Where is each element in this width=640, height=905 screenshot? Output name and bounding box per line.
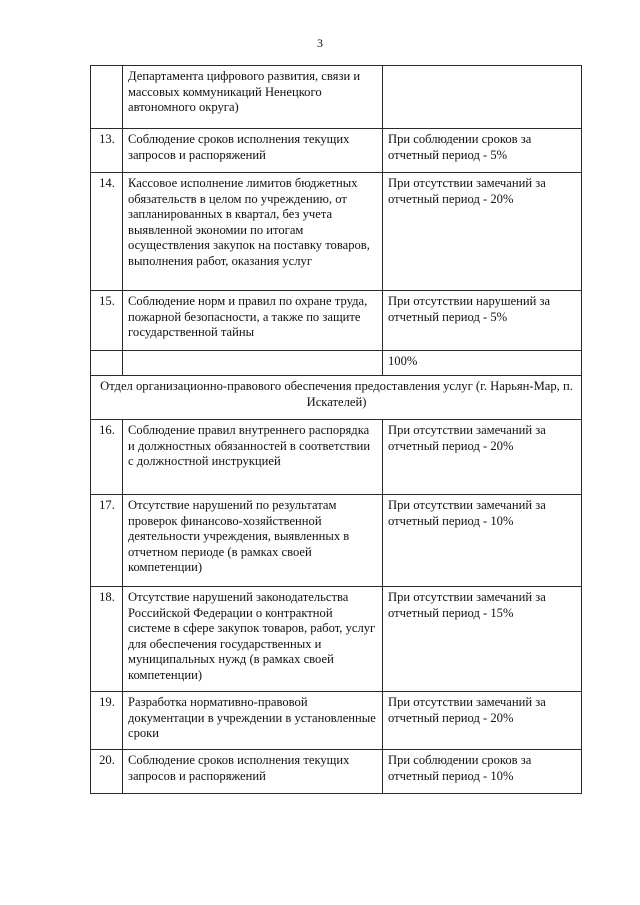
criterion-cell <box>123 351 383 376</box>
row-number: 19. <box>91 692 123 750</box>
criterion-cell: Кассовое исполнение лимитов бюджетных обязательств в целом по учреждению, от запланированных в квартал, без учета выявленной экономии по итогам осуществления закупок на поставку товаров, выполнения работ, оказания услуг <box>123 173 383 291</box>
section-row <box>91 376 582 420</box>
section-heading: Отдел организационно-правового обеспечения предоставления услуг (г. Нарьян-Мар, п. Искателей) <box>91 376 582 420</box>
table-row <box>91 66 582 129</box>
condition-cell: При отсутствии замечаний за отчетный период - 20% <box>383 420 582 495</box>
condition-cell: При отсутствии нарушений за отчетный период - 5% <box>383 291 582 351</box>
row-number: 18. <box>91 587 123 692</box>
table-row <box>91 495 582 587</box>
table-row <box>91 173 582 291</box>
condition-cell: При отсутствии замечаний за отчетный период - 10% <box>383 495 582 587</box>
table-row <box>91 129 582 173</box>
table-row <box>91 351 582 376</box>
row-number: 14. <box>91 173 123 291</box>
table-row <box>91 420 582 495</box>
criterion-cell: Отсутствие нарушений законодательства Российской Федерации о контрактной системе в сфере закупок товаров, работ, услуг для обеспечения государственных и муниципальных нужд (в рамках своей компетенции) <box>123 587 383 692</box>
criteria-table <box>90 65 582 794</box>
condition-cell: При соблюдении сроков за отчетный период - 5% <box>383 129 582 173</box>
table-row <box>91 291 582 351</box>
table-row <box>91 750 582 794</box>
criterion-cell: Соблюдение сроков исполнения текущих запросов и распоряжений <box>123 750 383 794</box>
row-number: 15. <box>91 291 123 351</box>
row-number: 17. <box>91 495 123 587</box>
condition-cell: При отсутствии замечаний за отчетный период - 15% <box>383 587 582 692</box>
criterion-cell: Соблюдение сроков исполнения текущих запросов и распоряжений <box>123 129 383 173</box>
criterion-cell: Разработка нормативно-правовой документации в учреждении в установленные сроки <box>123 692 383 750</box>
criterion-cell: Департамента цифрового развития, связи и массовых коммуникаций Ненецкого автономного округа) <box>123 66 383 129</box>
row-number: 13. <box>91 129 123 173</box>
condition-cell: При отсутствии замечаний за отчетный период - 20% <box>383 692 582 750</box>
criterion-cell: Соблюдение норм и правил по охране труда, пожарной безопасности, а также по защите государственной тайны <box>123 291 383 351</box>
condition-cell: При соблюдении сроков за отчетный период - 10% <box>383 750 582 794</box>
criterion-cell: Отсутствие нарушений по результатам проверок финансово-хозяйственной деятельности учреждения, выявленных в отчетном периоде (в рамках своей компетенции) <box>123 495 383 587</box>
condition-cell: При отсутствии замечаний за отчетный период - 20% <box>383 173 582 291</box>
condition-cell <box>383 66 582 129</box>
row-number: 20. <box>91 750 123 794</box>
table-row <box>91 692 582 750</box>
row-number <box>91 351 123 376</box>
row-number: 16. <box>91 420 123 495</box>
row-number <box>91 66 123 129</box>
total-cell: 100% <box>383 351 582 376</box>
table-row <box>91 587 582 692</box>
criterion-cell: Соблюдение правил внутреннего распорядка и должностных обязанностей в соответствии с должностной инструкцией <box>123 420 383 495</box>
page-number: 3 <box>317 36 323 50</box>
